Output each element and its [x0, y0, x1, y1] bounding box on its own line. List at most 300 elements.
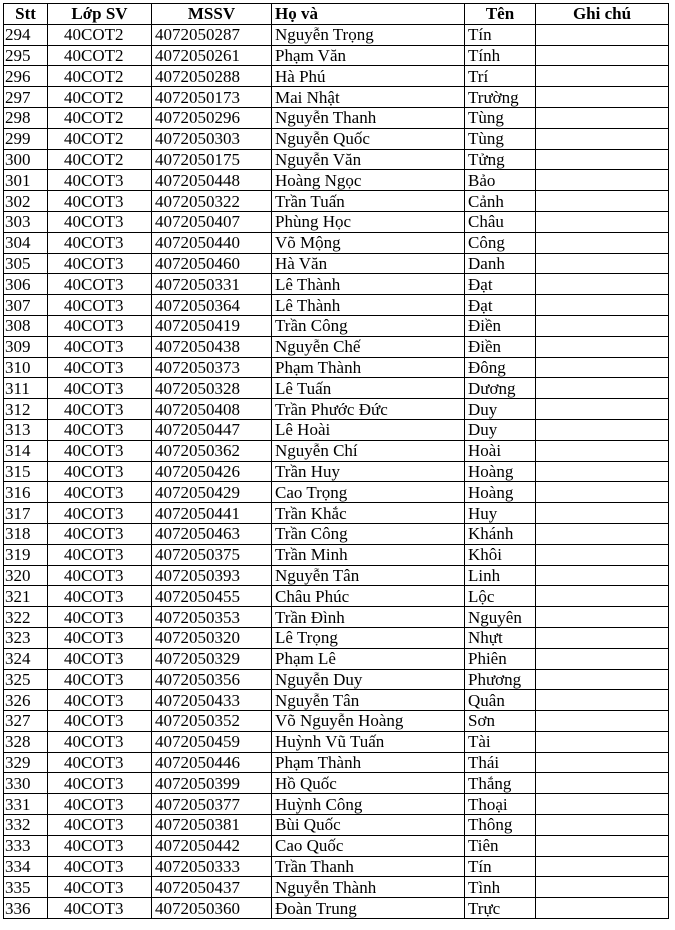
cell-stt: 319	[4, 544, 48, 565]
cell-note	[536, 107, 669, 128]
cell-stt: 332	[4, 815, 48, 836]
cell-note	[536, 690, 669, 711]
cell-surname: Phạm Văn	[272, 45, 465, 66]
cell-name: Duy	[465, 399, 536, 420]
cell-class: 40COT3	[48, 503, 152, 524]
cell-name: Cảnh	[465, 191, 536, 212]
cell-name: Đông	[465, 357, 536, 378]
cell-note	[536, 45, 669, 66]
cell-surname: Nguyễn Chí	[272, 440, 465, 461]
cell-name: Điền	[465, 315, 536, 336]
cell-mssv: 4072050322	[152, 191, 272, 212]
cell-mssv: 4072050447	[152, 419, 272, 440]
cell-note	[536, 315, 669, 336]
table-row	[4, 690, 669, 711]
cell-surname: Mai Nhật	[272, 87, 465, 108]
table-row	[4, 66, 669, 87]
table-row	[4, 586, 669, 607]
cell-class: 40COT3	[48, 752, 152, 773]
table-row	[4, 399, 669, 420]
cell-note	[536, 274, 669, 295]
cell-stt: 336	[4, 898, 48, 919]
cell-name: Duy	[465, 419, 536, 440]
cell-stt: 320	[4, 565, 48, 586]
cell-class: 40COT3	[48, 357, 152, 378]
cell-name: Châu	[465, 211, 536, 232]
cell-surname: Trần Khắc	[272, 503, 465, 524]
cell-note	[536, 565, 669, 586]
student-roster-sheet	[3, 3, 669, 919]
cell-surname: Lê Thành	[272, 274, 465, 295]
cell-note	[536, 835, 669, 856]
cell-name: Tài	[465, 731, 536, 752]
cell-name: Dương	[465, 378, 536, 399]
cell-surname: Trần Huy	[272, 461, 465, 482]
cell-note	[536, 378, 669, 399]
cell-class: 40COT3	[48, 690, 152, 711]
table-row	[4, 440, 669, 461]
cell-stt: 316	[4, 482, 48, 503]
table-row	[4, 357, 669, 378]
cell-note	[536, 794, 669, 815]
cell-note	[536, 440, 669, 461]
cell-name: Trí	[465, 66, 536, 87]
cell-surname: Huỳnh Công	[272, 794, 465, 815]
cell-stt: 294	[4, 24, 48, 45]
cell-mssv: 4072050261	[152, 45, 272, 66]
cell-note	[536, 357, 669, 378]
cell-mssv: 4072050426	[152, 461, 272, 482]
cell-class: 40COT3	[48, 461, 152, 482]
cell-mssv: 4072050173	[152, 87, 272, 108]
cell-surname: Lê Tuấn	[272, 378, 465, 399]
table-row	[4, 773, 669, 794]
cell-class: 40COT3	[48, 295, 152, 316]
cell-class: 40COT3	[48, 211, 152, 232]
cell-mssv: 4072050463	[152, 523, 272, 544]
cell-mssv: 4072050362	[152, 440, 272, 461]
cell-note	[536, 752, 669, 773]
cell-surname: Nguyễn Trọng	[272, 24, 465, 45]
cell-class: 40COT3	[48, 544, 152, 565]
table-row	[4, 253, 669, 274]
cell-class: 40COT2	[48, 45, 152, 66]
cell-name: Khánh	[465, 523, 536, 544]
cell-stt: 299	[4, 128, 48, 149]
cell-class: 40COT3	[48, 648, 152, 669]
cell-name: Lộc	[465, 586, 536, 607]
cell-class: 40COT3	[48, 835, 152, 856]
table-row	[4, 461, 669, 482]
cell-surname: Nguyễn Thành	[272, 877, 465, 898]
header-mssv: MSSV	[152, 4, 272, 25]
cell-mssv: 4072050373	[152, 357, 272, 378]
cell-mssv: 4072050320	[152, 627, 272, 648]
cell-mssv: 4072050455	[152, 586, 272, 607]
cell-note	[536, 503, 669, 524]
table-row	[4, 295, 669, 316]
cell-note	[536, 295, 669, 316]
table-row	[4, 503, 669, 524]
cell-name: Tín	[465, 856, 536, 877]
cell-mssv: 4072050364	[152, 295, 272, 316]
cell-class: 40COT3	[48, 253, 152, 274]
cell-note	[536, 523, 669, 544]
cell-name: Điền	[465, 336, 536, 357]
cell-stt: 305	[4, 253, 48, 274]
cell-note	[536, 128, 669, 149]
table-row	[4, 211, 669, 232]
cell-stt: 295	[4, 45, 48, 66]
cell-class: 40COT3	[48, 711, 152, 732]
cell-class: 40COT3	[48, 669, 152, 690]
cell-mssv: 4072050352	[152, 711, 272, 732]
cell-stt: 335	[4, 877, 48, 898]
cell-surname: Nguyễn Quốc	[272, 128, 465, 149]
cell-surname: Hoàng Ngọc	[272, 170, 465, 191]
cell-name: Quân	[465, 690, 536, 711]
cell-surname: Nguyễn Chế	[272, 336, 465, 357]
cell-surname: Trần Đình	[272, 607, 465, 628]
cell-class: 40COT2	[48, 107, 152, 128]
cell-class: 40COT3	[48, 523, 152, 544]
table-row	[4, 232, 669, 253]
cell-class: 40COT3	[48, 399, 152, 420]
cell-class: 40COT3	[48, 627, 152, 648]
cell-class: 40COT3	[48, 232, 152, 253]
cell-stt: 298	[4, 107, 48, 128]
cell-surname: Nguyễn Thanh	[272, 107, 465, 128]
table-row	[4, 378, 669, 399]
cell-stt: 318	[4, 523, 48, 544]
cell-note	[536, 336, 669, 357]
cell-class: 40COT2	[48, 66, 152, 87]
cell-note	[536, 170, 669, 191]
table-row	[4, 731, 669, 752]
cell-stt: 306	[4, 274, 48, 295]
table-row	[4, 627, 669, 648]
cell-surname: Trần Công	[272, 315, 465, 336]
cell-surname: Phạm Lê	[272, 648, 465, 669]
cell-class: 40COT2	[48, 128, 152, 149]
cell-note	[536, 24, 669, 45]
cell-note	[536, 87, 669, 108]
table-row	[4, 898, 669, 919]
cell-note	[536, 482, 669, 503]
cell-mssv: 4072050429	[152, 482, 272, 503]
cell-stt: 311	[4, 378, 48, 399]
cell-class: 40COT2	[48, 149, 152, 170]
cell-surname: Phạm Thành	[272, 357, 465, 378]
cell-note	[536, 856, 669, 877]
cell-name: Tính	[465, 45, 536, 66]
cell-mssv: 4072050448	[152, 170, 272, 191]
cell-mssv: 4072050460	[152, 253, 272, 274]
cell-name: Trực	[465, 898, 536, 919]
header-class: Lớp SV	[48, 4, 152, 25]
cell-class: 40COT3	[48, 191, 152, 212]
cell-stt: 322	[4, 607, 48, 628]
cell-surname: Cao Trọng	[272, 482, 465, 503]
table-row	[4, 482, 669, 503]
cell-mssv: 4072050287	[152, 24, 272, 45]
cell-name: Tín	[465, 24, 536, 45]
cell-surname: Bùi Quốc	[272, 815, 465, 836]
cell-note	[536, 211, 669, 232]
cell-note	[536, 877, 669, 898]
cell-surname: Phạm Thành	[272, 752, 465, 773]
cell-surname: Nguyễn Văn	[272, 149, 465, 170]
cell-note	[536, 419, 669, 440]
table-row	[4, 669, 669, 690]
cell-mssv: 4072050407	[152, 211, 272, 232]
table-row	[4, 419, 669, 440]
cell-surname: Võ Mộng	[272, 232, 465, 253]
cell-mssv: 4072050333	[152, 856, 272, 877]
cell-name: Nhựt	[465, 627, 536, 648]
cell-note	[536, 461, 669, 482]
cell-stt: 329	[4, 752, 48, 773]
table-row	[4, 877, 669, 898]
table-row	[4, 523, 669, 544]
cell-note	[536, 731, 669, 752]
cell-class: 40COT3	[48, 565, 152, 586]
cell-stt: 303	[4, 211, 48, 232]
cell-class: 40COT3	[48, 482, 152, 503]
cell-surname: Lê Hoài	[272, 419, 465, 440]
cell-class: 40COT2	[48, 24, 152, 45]
cell-class: 40COT3	[48, 794, 152, 815]
cell-name: Sơn	[465, 711, 536, 732]
header-name: Tên	[465, 4, 536, 25]
cell-mssv: 4072050437	[152, 877, 272, 898]
cell-mssv: 4072050328	[152, 378, 272, 399]
cell-surname: Nguyễn Tân	[272, 690, 465, 711]
cell-name: Phương	[465, 669, 536, 690]
cell-class: 40COT3	[48, 815, 152, 836]
cell-stt: 308	[4, 315, 48, 336]
cell-mssv: 4072050459	[152, 731, 272, 752]
table-row	[4, 815, 669, 836]
cell-class: 40COT3	[48, 856, 152, 877]
cell-surname: Nguyễn Duy	[272, 669, 465, 690]
cell-surname: Phùng Học	[272, 211, 465, 232]
cell-mssv: 4072050303	[152, 128, 272, 149]
header-note: Ghi chú	[536, 4, 669, 25]
cell-name: Tùng	[465, 128, 536, 149]
cell-surname: Võ Nguyễn Hoàng	[272, 711, 465, 732]
table-row	[4, 45, 669, 66]
cell-name: Hoàng	[465, 461, 536, 482]
cell-note	[536, 607, 669, 628]
cell-note	[536, 544, 669, 565]
roster-body	[4, 24, 669, 918]
cell-class: 40COT3	[48, 898, 152, 919]
cell-mssv: 4072050296	[152, 107, 272, 128]
cell-stt: 331	[4, 794, 48, 815]
cell-class: 40COT3	[48, 170, 152, 191]
table-row	[4, 607, 669, 628]
table-row	[4, 315, 669, 336]
header-row	[4, 4, 669, 25]
cell-mssv: 4072050381	[152, 815, 272, 836]
cell-surname: Hà Văn	[272, 253, 465, 274]
cell-stt: 313	[4, 419, 48, 440]
cell-name: Bảo	[465, 170, 536, 191]
cell-note	[536, 898, 669, 919]
cell-name: Công	[465, 232, 536, 253]
header-surname: Họ và	[272, 4, 465, 25]
cell-stt: 325	[4, 669, 48, 690]
cell-note	[536, 253, 669, 274]
cell-mssv: 4072050399	[152, 773, 272, 794]
cell-class: 40COT3	[48, 877, 152, 898]
cell-name: Đạt	[465, 295, 536, 316]
table-row	[4, 544, 669, 565]
table-row	[4, 835, 669, 856]
cell-mssv: 4072050331	[152, 274, 272, 295]
cell-stt: 326	[4, 690, 48, 711]
cell-stt: 321	[4, 586, 48, 607]
table-row	[4, 24, 669, 45]
cell-stt: 314	[4, 440, 48, 461]
cell-note	[536, 66, 669, 87]
cell-stt: 315	[4, 461, 48, 482]
cell-name: Linh	[465, 565, 536, 586]
cell-mssv: 4072050419	[152, 315, 272, 336]
cell-mssv: 4072050408	[152, 399, 272, 420]
cell-class: 40COT3	[48, 378, 152, 399]
cell-surname: Cao Quốc	[272, 835, 465, 856]
table-row	[4, 856, 669, 877]
cell-note	[536, 648, 669, 669]
cell-mssv: 4072050353	[152, 607, 272, 628]
cell-stt: 300	[4, 149, 48, 170]
table-row	[4, 752, 669, 773]
cell-class: 40COT3	[48, 419, 152, 440]
cell-note	[536, 815, 669, 836]
cell-mssv: 4072050433	[152, 690, 272, 711]
cell-name: Huy	[465, 503, 536, 524]
cell-note	[536, 191, 669, 212]
cell-mssv: 4072050441	[152, 503, 272, 524]
cell-note	[536, 773, 669, 794]
table-row	[4, 336, 669, 357]
cell-name: Thái	[465, 752, 536, 773]
cell-surname: Lê Trọng	[272, 627, 465, 648]
cell-surname: Trần Minh	[272, 544, 465, 565]
cell-surname: Đoàn Trung	[272, 898, 465, 919]
table-row	[4, 87, 669, 108]
cell-stt: 324	[4, 648, 48, 669]
cell-mssv: 4072050360	[152, 898, 272, 919]
cell-mssv: 4072050446	[152, 752, 272, 773]
cell-class: 40COT3	[48, 607, 152, 628]
cell-stt: 330	[4, 773, 48, 794]
cell-class: 40COT3	[48, 274, 152, 295]
cell-name: Thông	[465, 815, 536, 836]
table-row	[4, 170, 669, 191]
table-row	[4, 711, 669, 732]
cell-name: Thắng	[465, 773, 536, 794]
table-row	[4, 149, 669, 170]
cell-note	[536, 627, 669, 648]
cell-note	[536, 711, 669, 732]
cell-note	[536, 232, 669, 253]
table-row	[4, 191, 669, 212]
cell-stt: 327	[4, 711, 48, 732]
table-row	[4, 648, 669, 669]
cell-mssv: 4072050442	[152, 835, 272, 856]
cell-stt: 312	[4, 399, 48, 420]
header-stt: Stt	[4, 4, 48, 25]
cell-name: Tùng	[465, 107, 536, 128]
cell-name: Trường	[465, 87, 536, 108]
cell-surname: Trần Thanh	[272, 856, 465, 877]
cell-surname: Lê Thành	[272, 295, 465, 316]
cell-surname: Huỳnh Vũ Tuấn	[272, 731, 465, 752]
cell-surname: Trần Phước Đức	[272, 399, 465, 420]
cell-mssv: 4072050356	[152, 669, 272, 690]
cell-note	[536, 399, 669, 420]
cell-mssv: 4072050175	[152, 149, 272, 170]
cell-stt: 333	[4, 835, 48, 856]
cell-mssv: 4072050438	[152, 336, 272, 357]
cell-note	[536, 149, 669, 170]
cell-name: Nguyên	[465, 607, 536, 628]
table-row	[4, 107, 669, 128]
cell-name: Thoại	[465, 794, 536, 815]
cell-stt: 302	[4, 191, 48, 212]
cell-surname: Hồ Quốc	[272, 773, 465, 794]
cell-mssv: 4072050375	[152, 544, 272, 565]
cell-stt: 304	[4, 232, 48, 253]
cell-name: Tửng	[465, 149, 536, 170]
cell-surname: Trần Công	[272, 523, 465, 544]
cell-stt: 309	[4, 336, 48, 357]
cell-class: 40COT3	[48, 731, 152, 752]
cell-stt: 317	[4, 503, 48, 524]
cell-stt: 297	[4, 87, 48, 108]
table-row	[4, 274, 669, 295]
cell-name: Danh	[465, 253, 536, 274]
cell-name: Hoài	[465, 440, 536, 461]
cell-stt: 307	[4, 295, 48, 316]
cell-stt: 328	[4, 731, 48, 752]
cell-mssv: 4072050440	[152, 232, 272, 253]
cell-surname: Trần Tuấn	[272, 191, 465, 212]
cell-stt: 301	[4, 170, 48, 191]
cell-class: 40COT2	[48, 87, 152, 108]
cell-stt: 296	[4, 66, 48, 87]
cell-class: 40COT3	[48, 586, 152, 607]
cell-mssv: 4072050329	[152, 648, 272, 669]
cell-stt: 334	[4, 856, 48, 877]
cell-class: 40COT3	[48, 440, 152, 461]
cell-surname: Nguyễn Tân	[272, 565, 465, 586]
table-row	[4, 794, 669, 815]
cell-note	[536, 586, 669, 607]
table-row	[4, 565, 669, 586]
cell-name: Đạt	[465, 274, 536, 295]
cell-surname: Châu Phúc	[272, 586, 465, 607]
cell-class: 40COT3	[48, 315, 152, 336]
cell-name: Hoàng	[465, 482, 536, 503]
cell-name: Khôi	[465, 544, 536, 565]
cell-stt: 310	[4, 357, 48, 378]
cell-name: Tiên	[465, 835, 536, 856]
cell-mssv: 4072050393	[152, 565, 272, 586]
